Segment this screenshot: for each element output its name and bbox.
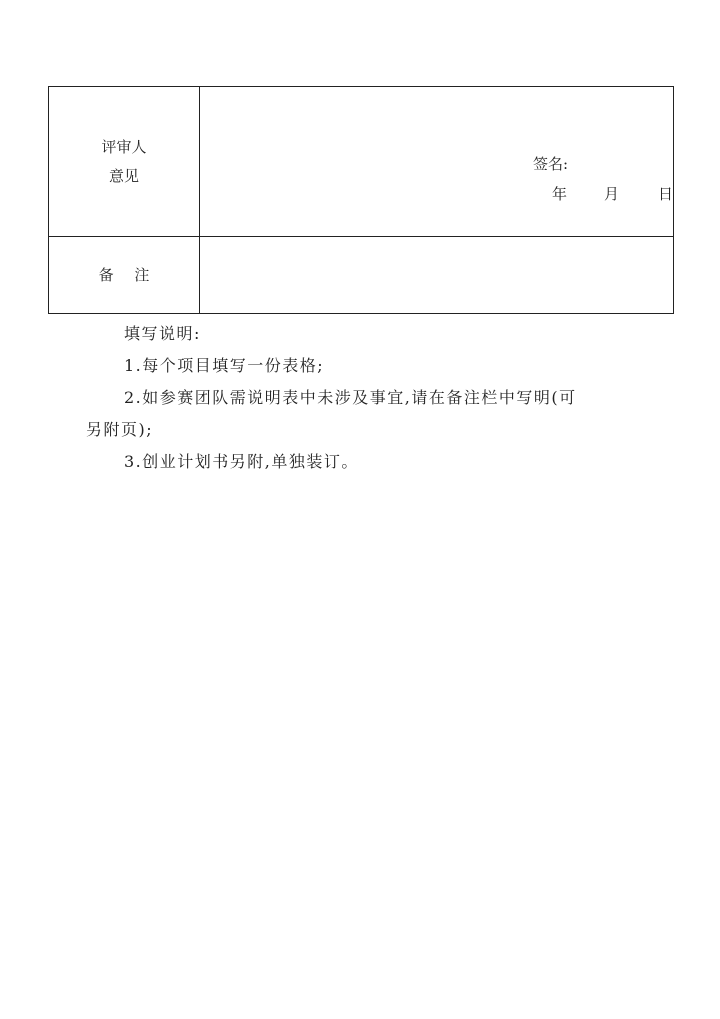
instruction-item-2-line1: 2.如参赛团队需说明表中未涉及事宜,请在备注栏中写明(可 <box>124 388 577 407</box>
instruction-item-3: 3.创业计划书另附,单独装订。 <box>124 452 359 471</box>
instruction-item-1: 1.每个项目填写一份表格; <box>124 356 325 375</box>
date-month-label: 月 <box>604 185 620 203</box>
remarks-label-cell <box>49 237 200 314</box>
date-day-label: 日 <box>658 185 674 203</box>
review-opinion-row <box>49 87 674 237</box>
instruction-item-2-line2: 另附页); <box>86 420 154 439</box>
review-opinion-input-cell[interactable] <box>200 87 674 237</box>
review-label-line2: 意见 <box>108 166 139 185</box>
review-form-table <box>48 86 674 314</box>
date-year-label: 年 <box>552 185 568 203</box>
date-line <box>552 183 673 204</box>
remarks-input-cell[interactable] <box>200 237 674 314</box>
signature-label: 签名: <box>533 155 569 173</box>
review-label-line1: 评审人 <box>101 137 147 156</box>
remarks-label: 备 注 <box>98 265 158 284</box>
instructions-title: 填写说明: <box>124 324 201 343</box>
filling-instructions <box>86 318 646 478</box>
review-opinion-label-cell <box>49 87 200 237</box>
remarks-row <box>49 237 674 314</box>
